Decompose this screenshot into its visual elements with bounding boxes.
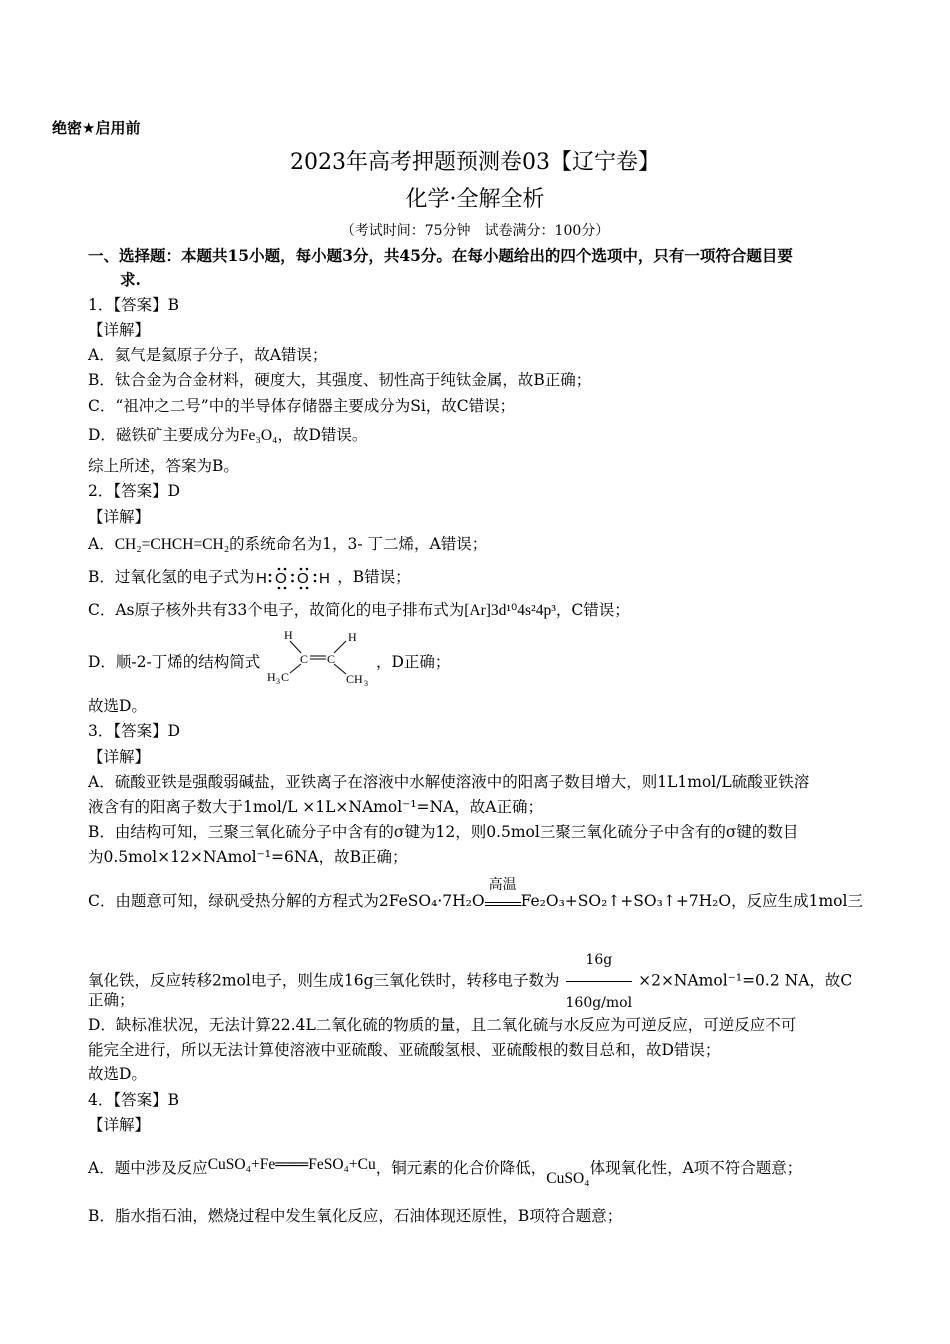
q2-a-post: 的系统命名为1，3- 丁二烯，A错误； [229,535,488,553]
section-heading-line2: 求. [120,270,141,289]
svg-text:3: 3 [276,677,280,686]
equals-bar-icon [485,902,521,906]
q2-a-pre: A． [88,535,115,553]
q2-d-pre: D．顺-2-丁烯的结构简式 [88,653,261,671]
q2-detail: 【详解】 [88,508,151,526]
q3-summary: 故选D。 [88,1065,147,1083]
q3-option-d-line2: 能完全进行，所以无法计算使溶液中亚硫酸、亚硫酸氢根、亚硫酸根的数目总和，故D错误； [88,1041,721,1059]
q4-a-formula: CuSO₄ [546,1170,590,1187]
section-heading-line1: 一、选择题：本题共15小题，每小题3分，共45分。在每小题给出的四个选项中，只有一项符合题目要 [88,246,793,265]
svg-text:H: H [267,670,276,684]
q2-summary: 故选D。 [88,697,147,715]
q3-option-b-line1: B．由结构可知，三聚三氧化硫分子中含有的σ键为12，则0.5mol三聚三氧化硫分子中含有的σ键的数目 [88,823,799,841]
h2o2-electron-formula [256,566,332,590]
q1-answer: 1．【答案】B [88,296,180,314]
q2-answer: 2．【答案】D [88,482,181,500]
svg-text:H: H [284,628,293,642]
exam-info: （考试时间：75分钟 试卷满分：100分） [340,223,610,239]
svg-text:H: H [319,570,331,587]
svg-text:3: 3 [364,679,368,688]
svg-text:H: H [348,630,357,644]
q3-option-a-line2: 液含有的阳离子数大于1mol/L ×1L×NAmol⁻¹=NA，故A正确； [88,798,543,816]
q3-detail: 【详解】 [88,748,151,766]
svg-text:CH: CH [346,672,363,686]
q3-option-a-line1: A．硫酸亚铁是强酸弱碱盐，亚铁离子在溶液中水解使溶液中的阳离子数目增大，则1L1mol/L硫酸亚铁溶 [88,773,810,791]
q2-b-post: ，B错误； [337,568,411,586]
svg-text:H: H [256,570,268,587]
q4-answer: 4．【答案】B [88,1091,180,1109]
q2-option-c [88,600,630,621]
q2-b-pre: B．过氧化氢的电子式为 [88,568,255,586]
q4-a-eq: CuSO₄+Fe═══FeSO₄+Cu [207,1156,376,1173]
q2-option-a [88,534,487,555]
q4-detail: 【详解】 [88,1116,151,1134]
q3-option-c-line3: 正确； [88,991,135,1009]
q2-option-b [88,566,411,590]
q3-c1-post: Fe₂O₃+SO₂↑+SO₃↑+7H₂O，反应生成1mol三 [520,892,863,910]
q1-d-post: ，故D错误。 [277,426,368,444]
q1-detail: 【详解】 [88,321,151,339]
high-temp-condition [485,877,521,906]
q1-option-a: A．氦气是氦原子分子，故A错误； [88,346,328,364]
q4-option-a [88,1156,803,1187]
q1-option-d [88,425,367,446]
svg-text:C: C [327,652,336,666]
q2-a-formula: CH₂=CHCH=CH₂ [114,536,230,553]
q4-a-post: 体现氧化性，A项不符合题意； [589,1159,803,1177]
q3-option-c-line1 [88,877,863,911]
svg-text:C: C [281,670,290,684]
svg-text:C: C [300,652,309,666]
q3-answer: 3．【答案】D [88,722,181,740]
q3-c1-pre: C．由题意可知，绿矾受热分解的方程式为2FeSO₄·7H₂O [88,892,485,910]
q1-d-pre: D．磁铁矿主要成分为 [88,426,240,444]
mass-fraction [566,940,633,1023]
q1-summary: 综上所述，答案为B。 [88,457,239,475]
page-subtitle: 化学·全解全析 [405,187,545,212]
q1-d-formula: Fe₃O₄ [239,427,278,444]
q1-option-c: C．“祖冲之二号”中的半导体存储器主要成分为Si，故C错误； [88,397,516,415]
q4-a-pre: A．题中涉及反应 [88,1159,208,1177]
q3-c2-pre: 氧化铁，反应转移2mol电子，则生成16g三氧化铁时，转移电子数为 [88,971,560,990]
q2-c-post: ，C错误； [555,601,630,619]
cis-2-butene-structure [264,627,376,689]
q4-a-mid: ，铜元素的化合价降低， [375,1159,547,1177]
q1-option-b: B．钛合金为合金材料，硬度大，其强度、韧性高于纯钛金属，故B正确； [88,371,592,389]
q3-option-d-line1: D．缺标准状况，无法计算22.4L二氧化硫的物质的量，且二氧化硫与水反应为可逆反应，可逆反应不可 [88,1016,797,1034]
q2-option-d [88,652,260,672]
q2-c-pre: C．As原子核外共有33个电子，故简化的电子排布式为 [88,601,465,619]
fraction-numerator: 16g [566,940,633,982]
page-title: 2023年高考押题预测卷03【辽宁卷】 [290,150,660,175]
q3-c2-post: ×2×NAmol⁻¹=0.2 NA，故C [638,971,853,990]
q2-d-post: ，D正确； [376,653,451,671]
svg-text:O: O [297,570,310,587]
fraction-denominator: 160g/mol [565,995,633,1011]
secret-label: 绝密★启用前 [52,119,141,137]
q3-c1-cond: 高温 [488,877,517,893]
svg-text:O: O [275,570,288,587]
q3-option-b-line2: 为0.5mol×12×NAmol⁻¹=6NA，故B正确； [88,848,408,866]
q2-c-config: [Ar]3d¹⁰4s²4p³ [464,602,556,619]
q4-option-b: B．脂水指石油，燃烧过程中发生氧化反应，石油体现还原性，B项符合题意； [88,1207,623,1225]
